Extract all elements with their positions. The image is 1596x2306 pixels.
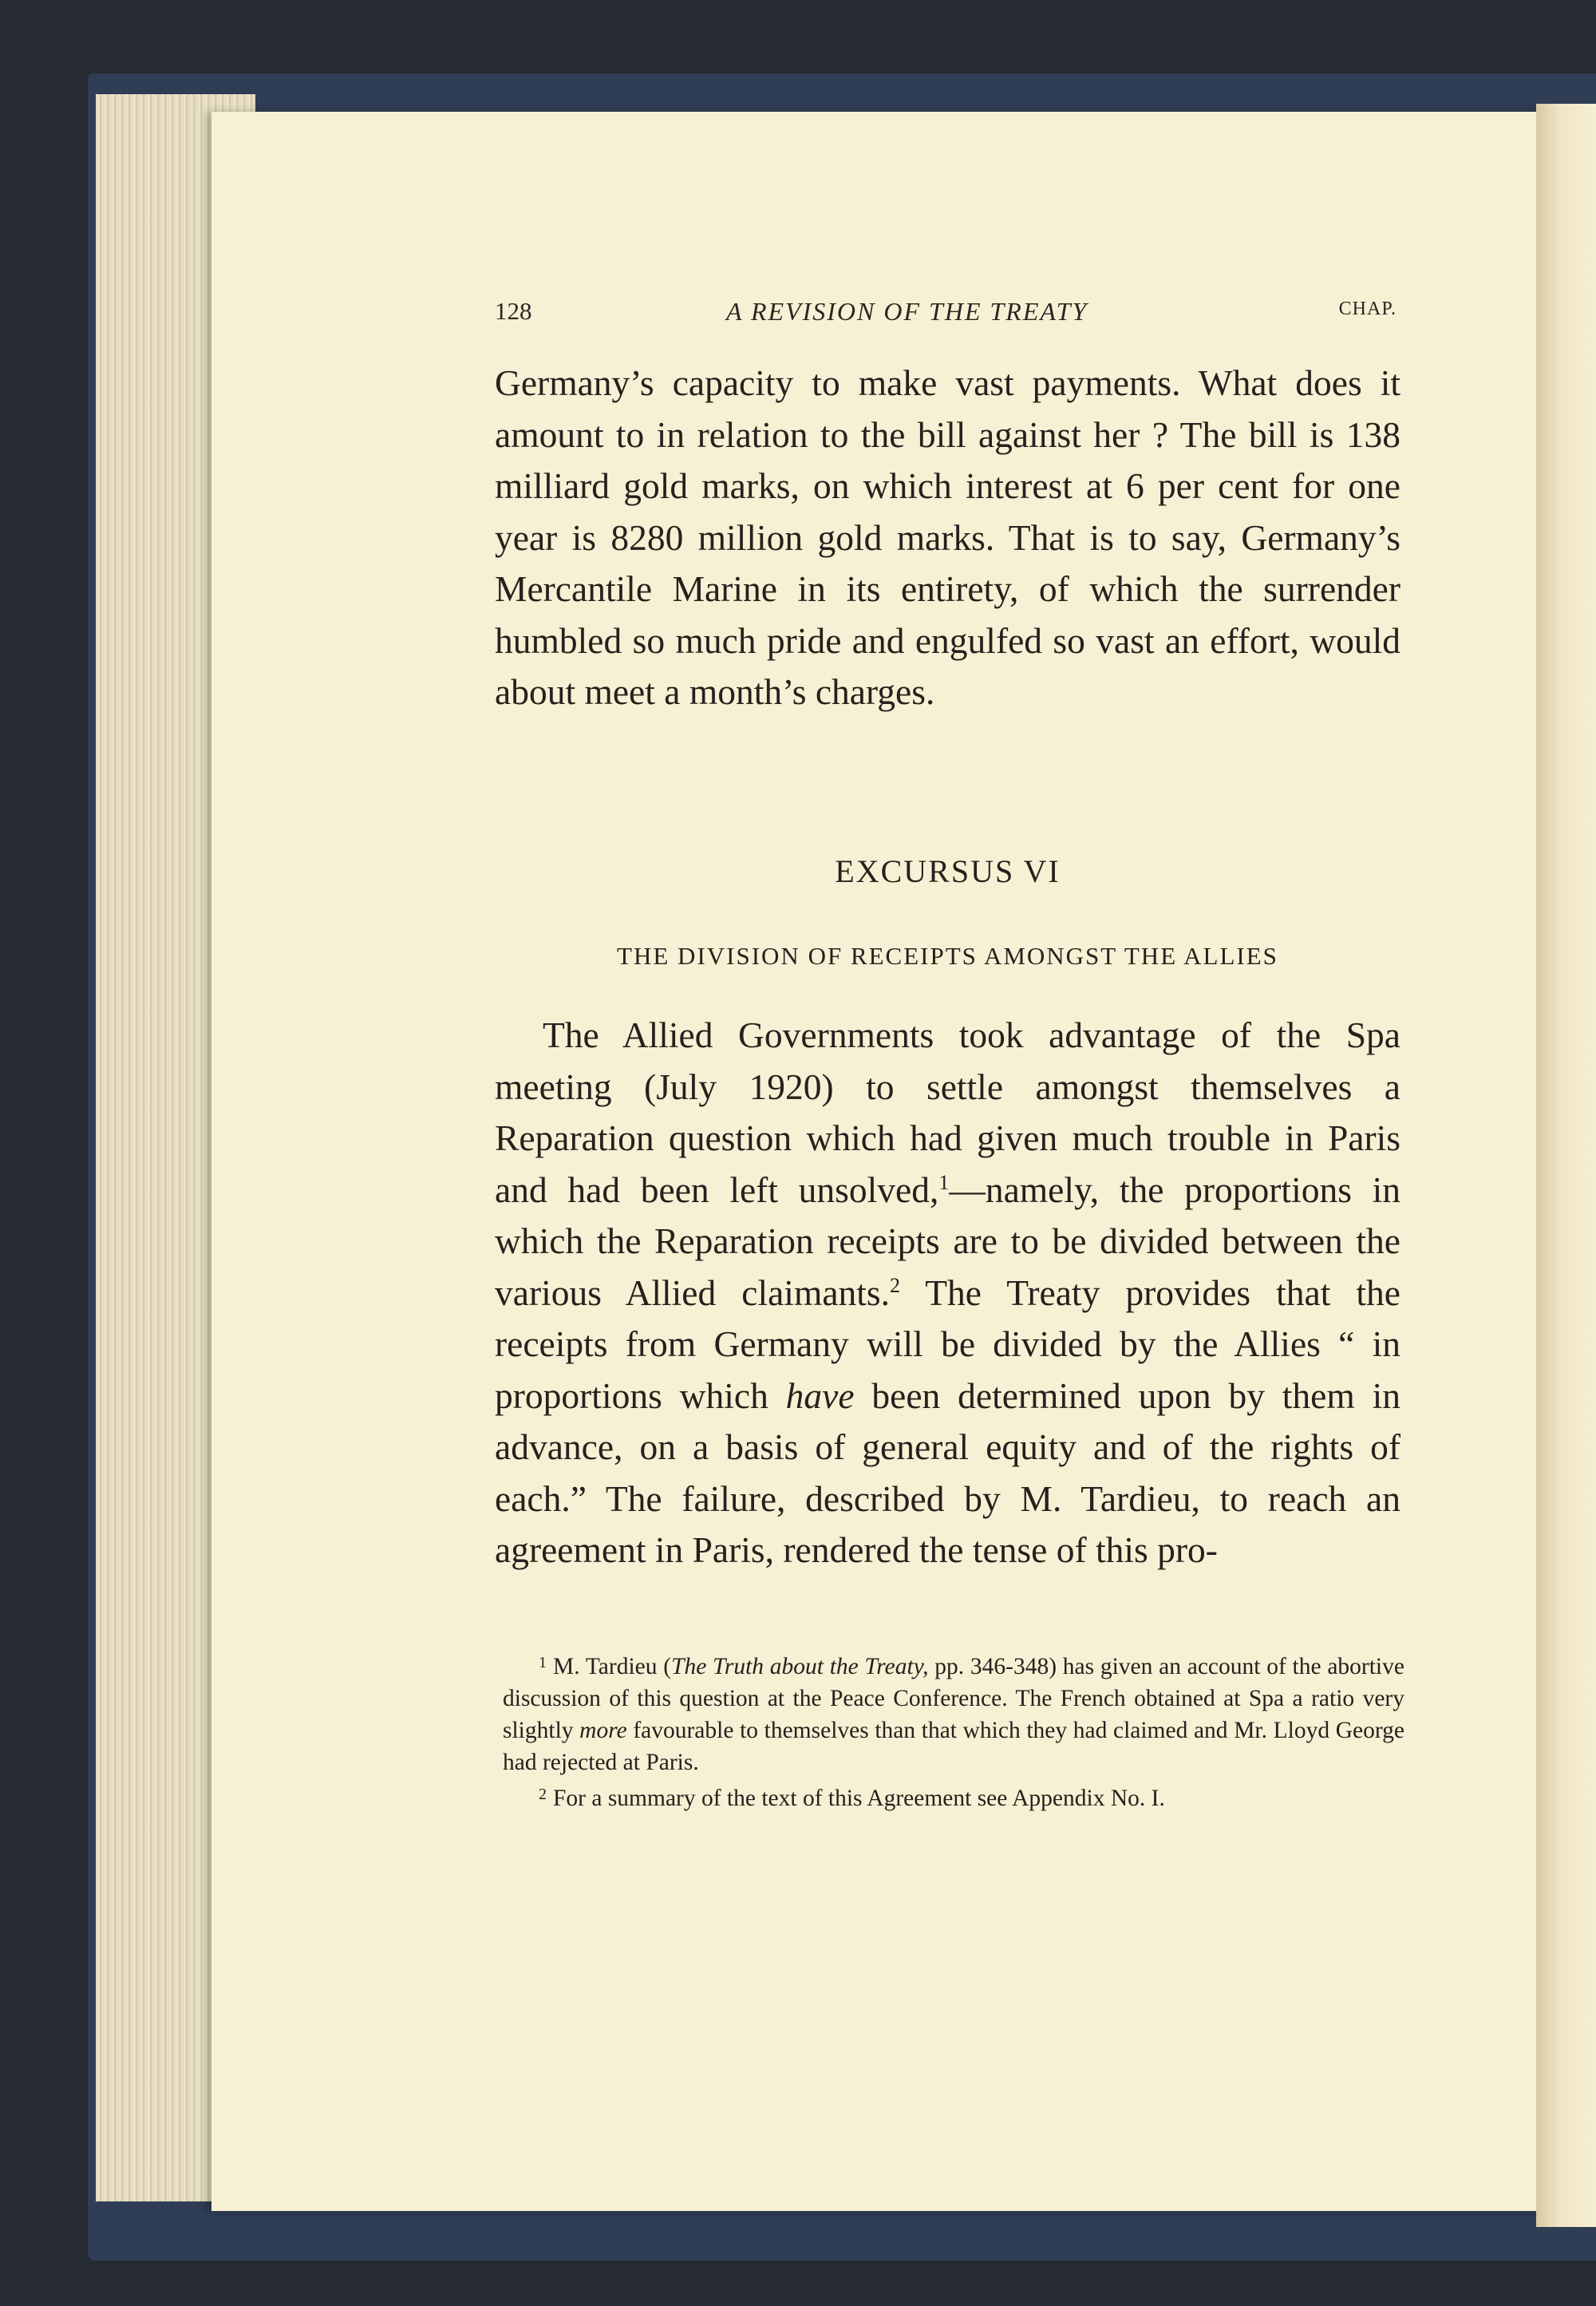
footnote-ref-2[interactable]: 2 [890, 1273, 900, 1297]
page-number: 128 [495, 297, 532, 325]
footnote-1-mark: 1 [539, 1654, 547, 1671]
paragraph-1: Germany’s capacity to make vast payments. What does it amount to in relation to the bill against her ? The bill is 138 milliard gold marks, on which interest at 6 per cent for one year is 8280 million gold marks. That is to say, Germany’s Mercantile Marine in its entirety, of which the surrender humbled so much pride and engulfed so vast an effort, would about meet a month’s charges. [495, 362, 1400, 712]
footnote-2 [503, 1778, 1404, 1814]
paragraph-2-part-3: The Treaty provides that the receipts from Germany will be divided by the Allies “ in proportions which [495, 1272, 1400, 1416]
running-head [495, 297, 1396, 337]
excursus-title: EXCURSUS VI [835, 853, 1061, 889]
paragraph-2-part-4: been determined upon by them in advance, on a basis of general equity and of the rights of each.” The failure, described by M. Tardieu, to reach an agreement in Paris, rendered the tense of this pro- [495, 1375, 1400, 1570]
footnote-1-emphasis-more: more [579, 1718, 627, 1743]
paragraph-continuation [495, 358, 1400, 718]
footnote-1-text-c: favourable to themselves than that which they had claimed and Mr. Lloyd George had rejected at Paris. [503, 1718, 1404, 1775]
footnote-1-text-a: M. Tardieu ( [553, 1654, 672, 1679]
paragraph-2-part-2: —namely, the proportions in which the Reparation receipts are to be divided between the various Allied claimants. [495, 1169, 1400, 1313]
footnotes [503, 1647, 1404, 1814]
footnote-2-text: For a summary of the text of this Agreement see Appendix No. I. [553, 1786, 1165, 1811]
running-title: A REVISION OF THE TREATY [726, 297, 1088, 326]
footnote-1 [503, 1647, 1404, 1778]
paragraph-2-part-1: The Allied Governments took advantage of the Spa meeting (July 1920) to settle amongst themselves a Reparation question which had given much trouble in Paris and had been left unsolved, [495, 1015, 1400, 1210]
footnote-2-mark: 2 [539, 1786, 547, 1803]
footnote-ref-1[interactable]: 1 [938, 1170, 950, 1194]
chapter-label: CHAP. [1338, 299, 1396, 319]
footnote-1-book-title: The Truth about the Treaty, [671, 1654, 929, 1679]
emphasis-have: have [785, 1375, 855, 1416]
section-title: THE DIVISION OF RECEIPTS AMONGST THE ALLIES [617, 942, 1278, 970]
page-gutter [1536, 104, 1596, 2227]
footnote-1-text-b: pp. 346-348) has given an account of the abortive discussion of this question at the Peace Conference. The French obtained at Spa a ratio very slightly [503, 1654, 1404, 1743]
paragraph-2 [495, 1010, 1400, 1576]
paragraph-division-of-receipts [495, 1010, 1400, 1576]
